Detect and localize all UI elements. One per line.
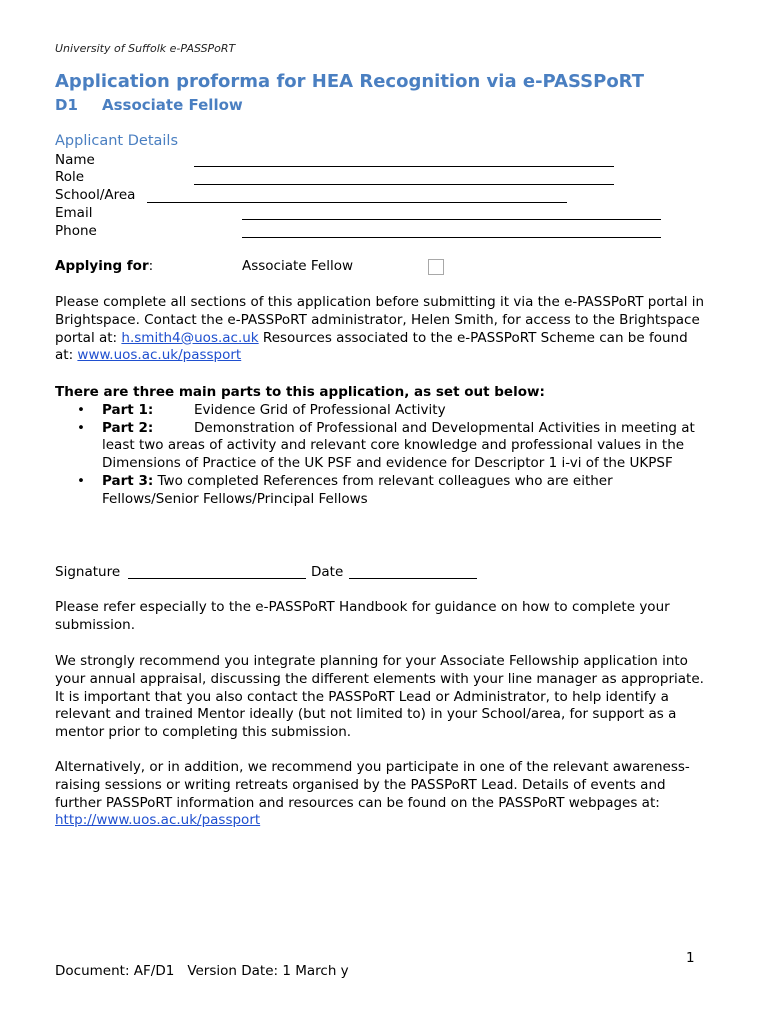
intro-text-1: Please complete all sections of this application before submitting it via the e-PASSPoRT portal in Brightspace. Contact the e-PASSPoRT administrator, Helen Smith, for access to the Brightspace portal at:: [55, 294, 705, 346]
running-header: University of Suffolk e-PASSPoRT: [55, 42, 236, 55]
part-label: Part 2:: [102, 419, 154, 436]
part-label: Part 3:: [102, 472, 154, 489]
page-subtitle: [55, 96, 243, 114]
date-field[interactable]: [349, 578, 477, 579]
parts-heading: There are three main parts to this application, as set out below:: [55, 384, 545, 400]
subtitle-code: D1: [55, 96, 78, 114]
signature-label: Signature: [55, 564, 121, 580]
intro-text-2: Resources associated to the e-PASSPoRT Scheme can be found at:: [55, 329, 688, 364]
applying-for-label: Applying for: [55, 258, 149, 274]
alternative-paragraph: [55, 759, 705, 830]
passport-url-link[interactable]: www.uos.ac.uk/passport: [77, 347, 242, 364]
footer-document-id: Document: AF/D1: [55, 963, 175, 979]
school-area-field[interactable]: [147, 202, 567, 203]
intro-paragraph: [55, 294, 705, 365]
phone-field[interactable]: [242, 237, 661, 238]
refer-paragraph: Please refer especially to the e-PASSPoRT Handbook for guidance on how to complete your submission.: [55, 599, 670, 633]
signature-field[interactable]: [128, 578, 306, 579]
role-field[interactable]: [194, 184, 614, 185]
page-title: Application proforma for HEA Recognition via e-PASSPoRT: [55, 71, 645, 92]
role-label: Role: [55, 169, 85, 185]
bullet-icon: •: [77, 401, 85, 418]
admin-email-link[interactable]: h.smith4@uos.ac.uk: [121, 329, 259, 346]
part-label: Part 1:: [102, 401, 154, 418]
bullet-icon: •: [77, 419, 85, 436]
name-label: Name: [55, 152, 95, 168]
part-text: Demonstration of Professional and Developmental Activities in meeting at least two areas of activity and relevant core knowledge and professional values in the Dimensions of Practice of the UK PSF and evidence for Descriptor 1 i-vi of the UKPSF: [102, 419, 695, 472]
list-item: [55, 420, 705, 473]
recommend-paragraph: We strongly recommend you integrate planning for your Associate Fellowship application into your annual appraisal, discussing the different elements with your line manager as appropriate. It is important that you also contact the PASSPoRT Lead or Administrator, to help identify a relevant and trained Mentor ideally (but not limited to) in your School/area, for support as a mentor prior to completing this submission.: [55, 653, 704, 741]
email-field[interactable]: [242, 219, 661, 220]
bullet-icon: •: [77, 472, 85, 489]
footer-version-date: Version Date: 1 March y: [187, 963, 349, 979]
applying-for-colon: :: [148, 258, 154, 274]
associate-fellow-checkbox[interactable]: [428, 259, 444, 275]
page-number: 1: [686, 950, 695, 966]
date-label: Date: [311, 564, 344, 580]
list-item: [55, 473, 705, 509]
part-text: Two completed References from relevant colleagues who are either Fellows/Senior Fellows/Principal Fellows: [102, 472, 613, 507]
subtitle-label: Associate Fellow: [102, 96, 243, 114]
phone-label: Phone: [55, 223, 97, 239]
email-label: Email: [55, 205, 93, 221]
associate-fellow-option-label: Associate Fellow: [242, 258, 354, 274]
part-text: Evidence Grid of Professional Activity: [194, 401, 446, 418]
name-field[interactable]: [194, 166, 614, 167]
applicant-details-heading: Applicant Details: [55, 133, 178, 149]
passport-webpages-link[interactable]: http://www.uos.ac.uk/passport: [55, 812, 261, 829]
alternative-text: Alternatively, or in addition, we recommend you participate in one of the relevant awareness-raising sessions or writing retreats organised by the PASSPoRT Lead. Details of events and further PASSPoRT information and resources can be found on the PASSPoRT webpages at:: [55, 759, 690, 811]
applying-for-row: [55, 258, 153, 274]
document-footer: [55, 963, 349, 979]
parts-section: [55, 384, 705, 509]
list-item: [55, 402, 705, 420]
school-area-label: School/Area: [55, 187, 136, 203]
